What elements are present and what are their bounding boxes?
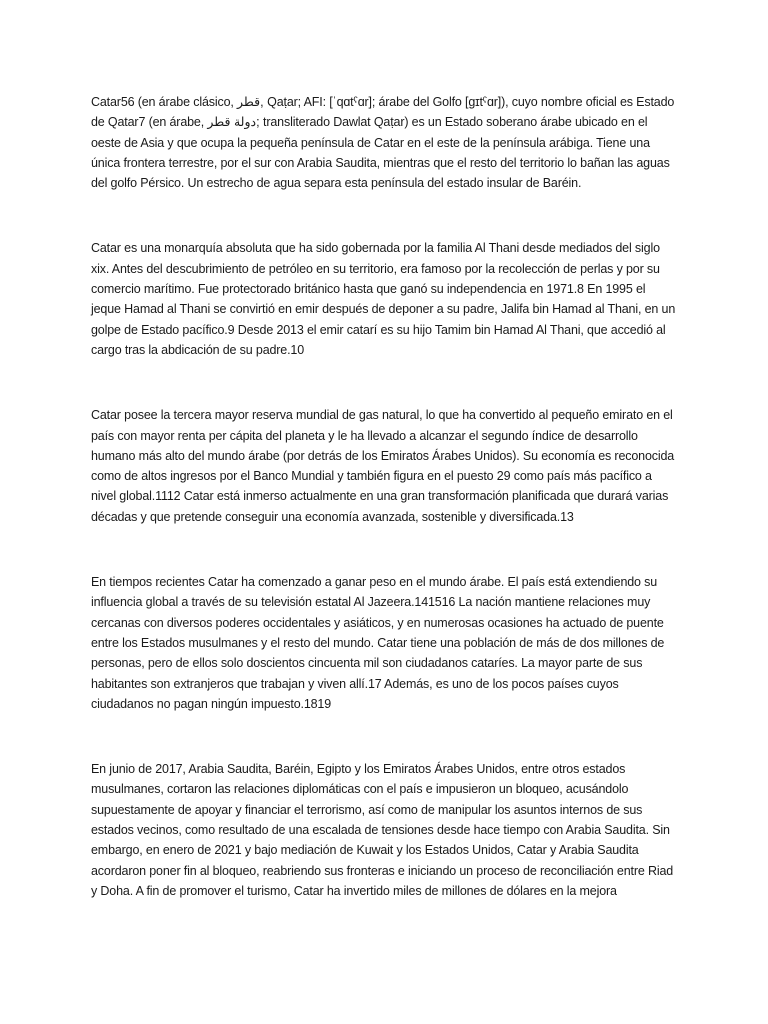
paragraph-spacer (91, 193, 677, 238)
paragraph-spacer (91, 360, 677, 405)
paragraph-blockade: En junio de 2017, Arabia Saudita, Baréin, Egipto y los Emiratos Árabes Unidos, entre otros estados musulmanes, cortaron las relaciones diplomáticas con el país e impusieron un bloqueo, acusándolo supuestamente de apoyar y financiar el terrorismo, así como de manipular los asuntos internos de sus estados vecinos, como resultado de una escalada de tensiones desde hace tiempo con Arabia Saudita. Sin embargo, en enero de 2021 y bajo mediación de Kuwait y los Estados Unidos, Catar y Arabia Saudita acordaron poner fin al bloqueo, reabriendo sus fronteras e iniciando un proceso de reconciliación entre Riad y Doha. A fin de promover el turismo, Catar ha invertido miles de millones de dólares en la mejora (91, 762, 674, 898)
paragraph-introduction: Catar56 (en árabe clásico, قطر, Qaṭar; AFI: [ˈqɑtˤɑr]; árabe del Golfo [gɪtˤɑr]), cuyo nombre oficial es Estado de Qatar7 (en árabe, دولة قطر; transliterado Dawlat Qaṭar) es un Estado soberano árabe ubicado en el oeste de Asia y que ocupa la pequeña península de Catar en el este de la península arábiga. Tiene una única frontera terrestre, por el sur con Arabia Saudita, mientras que el resto del territorio lo bañan las aguas del golfo Pérsico. Un estrecho de agua separa esta península del estado insular de Baréin. (91, 95, 675, 191)
paragraph-spacer (91, 714, 677, 759)
document-body (91, 92, 677, 901)
paragraph-monarchy: Catar es una monarquía absoluta que ha sido gobernada por la familia Al Thani desde mediados del siglo xix. Antes del descubrimiento de petróleo en su territorio, era famoso por la recolección de perlas y por su comercio marítimo. Fue protectorado británico hasta que ganó su independencia en 1971.8 En 1995 el jeque Hamad al Thani se convirtió en emir después de deponer a su padre, Jalifa bin Hamad al Thani, en un golpe de Estado pacífico.9 Desde 2013 el emir catarí es su hijo Tamim bin Hamad Al Thani, que accedió al cargo tras la abdicación de su padre.10 (91, 241, 676, 357)
paragraph-spacer (91, 527, 677, 572)
paragraph-economy: Catar posee la tercera mayor reserva mundial de gas natural, lo que ha convertido al pequeño emirato en el país con mayor renta per cápita del planeta y le ha llevado a alcanzar el segundo índice de desarrollo humano más alto del mundo árabe (por detrás de los Emiratos Árabes Unidos). Su economía es reconocida como de altos ingresos por el Banco Mundial y también figura en el puesto 29 como país más pacífico a nivel global.1112 Catar está inmerso actualmente en una gran transformación planificada que durará varias décadas y que pretende conseguir una economía avanzada, sostenible y diversificada.13 (91, 408, 675, 524)
paragraph-influence: En tiempos recientes Catar ha comenzado a ganar peso en el mundo árabe. El país está extendiendo su influencia global a través de su televisión estatal Al Jazeera.141516 La nación mantiene relaciones muy cercanas con diversos poderes occidentales y asiáticos, y en numerosas ocasiones ha actuado de puente entre los Estados musulmanes y el resto del mundo. Catar tiene una población de más de dos millones de personas, pero de ellos solo doscientos cincuenta mil son ciudadanos cataríes. La mayor parte de sus habitantes son extranjeros que trabajan y viven allí.17 Además, es uno de los pocos países cuyos ciudadanos no pagan ningún impuesto.1819 (91, 575, 665, 711)
